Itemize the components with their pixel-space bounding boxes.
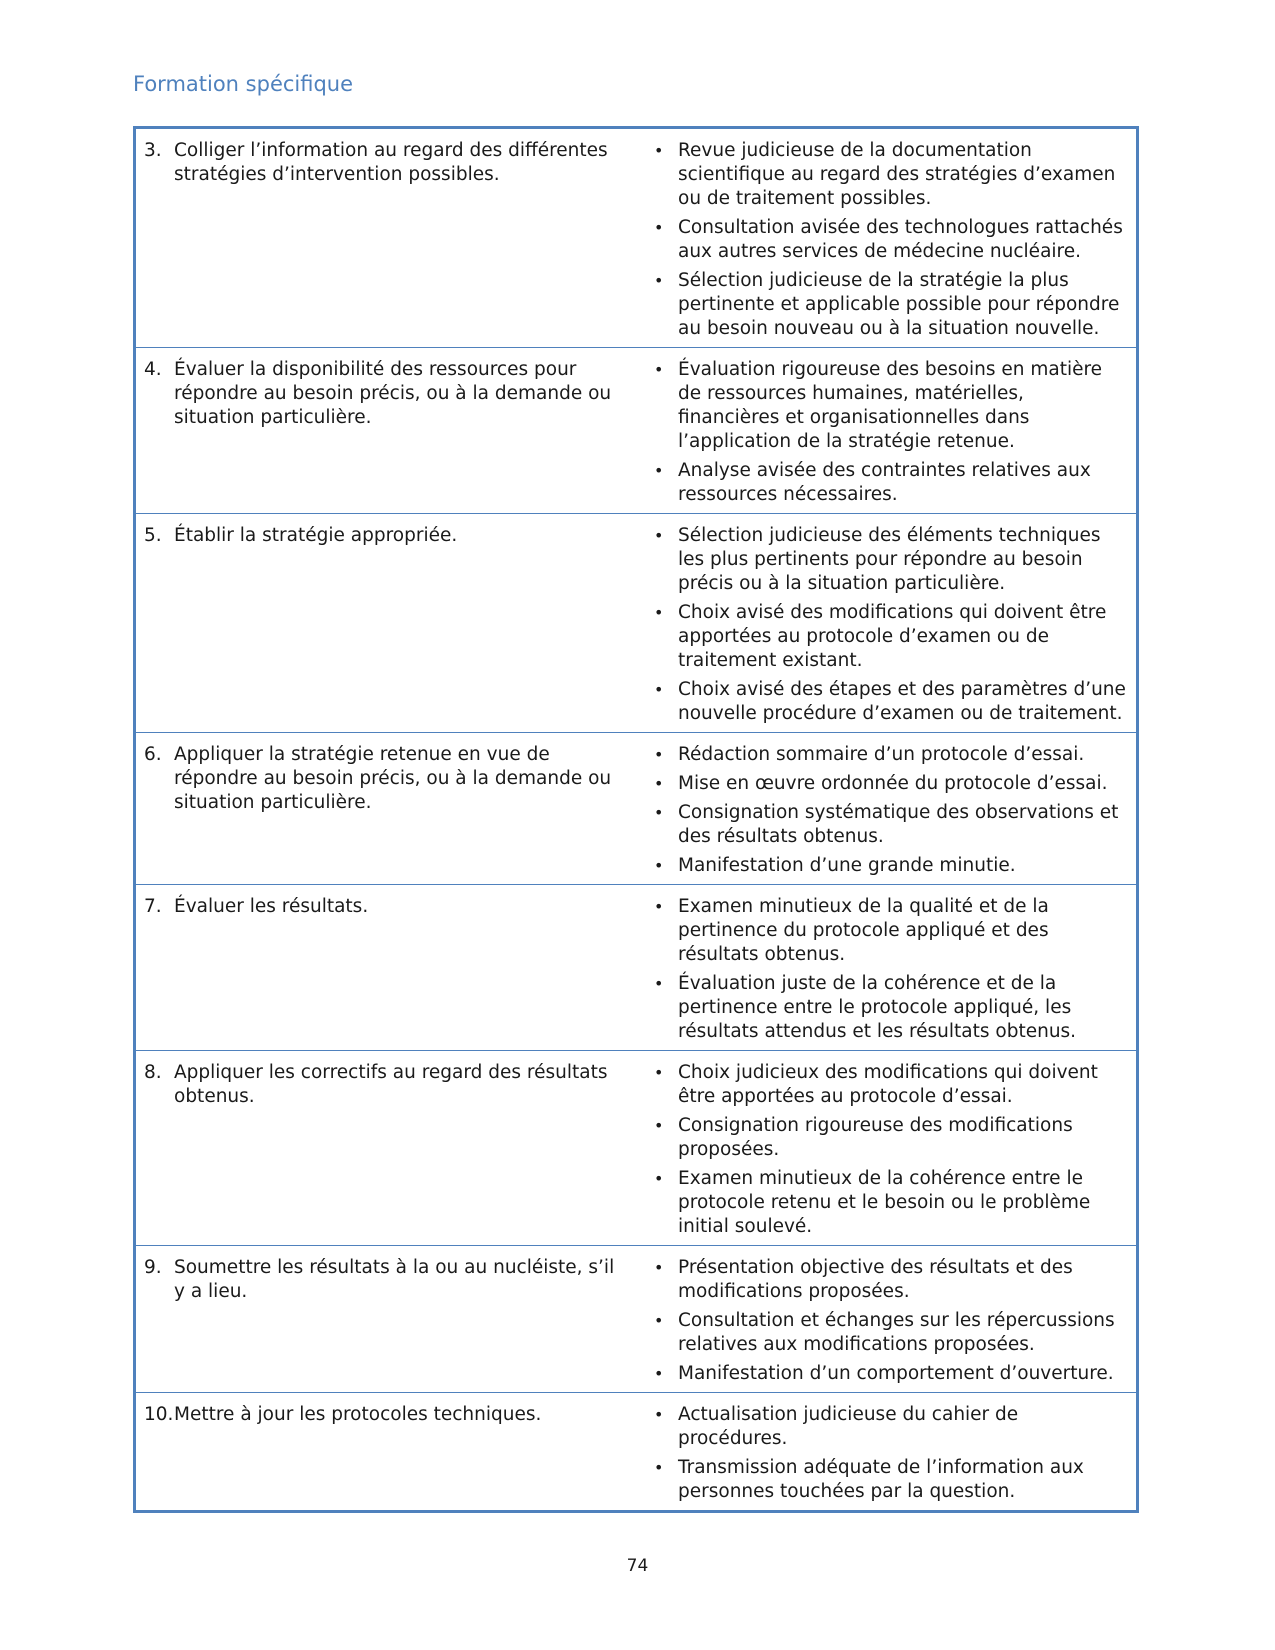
criteria-item	[646, 601, 1128, 673]
step-number: 4.	[144, 359, 162, 380]
criteria-item	[646, 1403, 1128, 1451]
criteria-list	[646, 1256, 1128, 1386]
criteria-cell	[638, 885, 1136, 1050]
criteria-list	[646, 358, 1128, 507]
bullet-icon: •	[654, 1116, 664, 1135]
step-cell	[136, 1246, 638, 1392]
step-text: Appliquer la stratégie retenue en vue de répondre au besoin précis, ou à la demande ou situation particulière.	[174, 744, 612, 813]
step-text: Mettre à jour les protocoles techniques.	[174, 1404, 542, 1425]
criteria-text: Consignation systématique des observations et des résultats obtenus.	[678, 802, 1119, 847]
step-number: 3.	[144, 140, 162, 161]
step-number: 7.	[144, 896, 162, 917]
bullet-icon: •	[654, 1364, 664, 1383]
page-number: 74	[626, 1556, 649, 1576]
criteria-item	[646, 972, 1128, 1044]
criteria-item	[646, 743, 1128, 767]
table-row	[136, 513, 1136, 732]
criteria-cell	[638, 129, 1136, 347]
criteria-list	[646, 895, 1128, 1044]
criteria-text: Actualisation judicieuse du cahier de procédures.	[678, 1404, 1019, 1449]
bullet-icon: •	[654, 271, 664, 290]
criteria-text: Analyse avisée des contraintes relatives aux ressources nécessaires.	[678, 460, 1091, 505]
criteria-list	[646, 1403, 1128, 1504]
table-row	[136, 1050, 1136, 1245]
criteria-text: Évaluation juste de la cohérence et de la pertinence entre le protocole appliqué, les résultats attendus et les résultats obtenus.	[678, 973, 1077, 1042]
bullet-icon: •	[654, 774, 664, 793]
bullet-icon: •	[654, 218, 664, 237]
criteria-text: Choix avisé des étapes et des paramètres d’une nouvelle procédure d’examen ou de traitement.	[678, 679, 1126, 724]
criteria-table	[133, 126, 1139, 1513]
criteria-item	[646, 216, 1128, 264]
step-cell	[136, 1051, 638, 1245]
criteria-text: Revue judicieuse de la documentation scientifique au regard des stratégies d’examen ou de traitement possibles.	[678, 140, 1116, 209]
bullet-icon: •	[654, 526, 664, 545]
bullet-icon: •	[654, 1405, 664, 1424]
criteria-item	[646, 1362, 1128, 1386]
criteria-text: Mise en œuvre ordonnée du protocole d’essai.	[678, 773, 1108, 794]
criteria-item	[646, 1256, 1128, 1304]
criteria-list	[646, 524, 1128, 726]
bullet-icon: •	[654, 1063, 664, 1082]
criteria-text: Consultation et échanges sur les répercussions relatives aux modifications proposées.	[678, 1310, 1115, 1355]
criteria-item	[646, 1167, 1128, 1239]
step-text: Soumettre les résultats à la ou au nucléiste, s’il y a lieu.	[174, 1257, 615, 1302]
bullet-icon: •	[654, 974, 664, 993]
bullet-icon: •	[654, 1258, 664, 1277]
step-cell	[136, 348, 638, 513]
step-number: 10.	[144, 1404, 174, 1425]
bullet-icon: •	[654, 141, 664, 160]
criteria-item	[646, 269, 1128, 341]
bullet-icon: •	[654, 360, 664, 379]
criteria-text: Manifestation d’une grande minutie.	[678, 855, 1016, 876]
step-number: 8.	[144, 1062, 162, 1083]
bullet-icon: •	[654, 461, 664, 480]
table-row	[136, 347, 1136, 513]
bullet-icon: •	[654, 1458, 664, 1477]
criteria-text: Transmission adéquate de l’information aux personnes touchées par la question.	[678, 1457, 1084, 1502]
step-cell	[136, 1393, 638, 1510]
criteria-item	[646, 854, 1128, 878]
criteria-text: Manifestation d’un comportement d’ouverture.	[678, 1363, 1114, 1384]
step-text: Évaluer les résultats.	[174, 896, 369, 917]
step-text: Évaluer la disponibilité des ressources pour répondre au besoin précis, ou à la demande ou situation particulière.	[174, 359, 612, 428]
criteria-text: Présentation objective des résultats et des modifications proposées.	[678, 1257, 1073, 1302]
criteria-item	[646, 139, 1128, 211]
bullet-icon: •	[654, 1311, 664, 1330]
criteria-list	[646, 743, 1128, 878]
criteria-item	[646, 895, 1128, 967]
criteria-cell	[638, 733, 1136, 884]
criteria-text: Examen minutieux de la qualité et de la pertinence du protocole appliqué et des résultats obtenus.	[678, 896, 1049, 965]
bullet-icon: •	[654, 745, 664, 764]
criteria-cell	[638, 1393, 1136, 1510]
step-text: Colliger l’information au regard des différentes stratégies d’intervention possibles.	[174, 140, 608, 185]
table-row	[136, 732, 1136, 884]
criteria-item	[646, 772, 1128, 796]
step-cell	[136, 129, 638, 347]
page-title: Formation spécifique	[133, 72, 354, 96]
criteria-item	[646, 1061, 1128, 1109]
table-row	[136, 1392, 1136, 1510]
step-number: 9.	[144, 1257, 162, 1278]
criteria-list	[646, 139, 1128, 341]
criteria-cell	[638, 514, 1136, 732]
criteria-item	[646, 459, 1128, 507]
step-number: 5.	[144, 525, 162, 546]
criteria-text: Choix avisé des modifications qui doivent être apportées au protocole d’examen ou de traitement existant.	[678, 602, 1107, 671]
criteria-text: Consignation rigoureuse des modifications proposées.	[678, 1115, 1073, 1160]
step-text: Établir la stratégie appropriée.	[174, 525, 458, 546]
criteria-item	[646, 1456, 1128, 1504]
step-cell	[136, 733, 638, 884]
bullet-icon: •	[654, 897, 664, 916]
criteria-cell	[638, 1051, 1136, 1245]
criteria-text: Examen minutieux de la cohérence entre le protocole retenu et le besoin ou le problème initial soulevé.	[678, 1168, 1091, 1237]
criteria-item	[646, 801, 1128, 849]
criteria-text: Évaluation rigoureuse des besoins en matière de ressources humaines, matérielles, financières et organisationnelles dans l’application de la stratégie retenue.	[678, 359, 1103, 452]
criteria-item	[646, 524, 1128, 596]
criteria-text: Sélection judicieuse de la stratégie la plus pertinente et applicable possible pour répondre au besoin nouveau ou à la situation nouvelle.	[678, 270, 1120, 339]
step-text: Appliquer les correctifs au regard des résultats obtenus.	[174, 1062, 608, 1107]
criteria-list	[646, 1061, 1128, 1239]
criteria-item	[646, 1114, 1128, 1162]
table-row	[136, 129, 1136, 347]
bullet-icon: •	[654, 803, 664, 822]
criteria-text: Sélection judicieuse des éléments techniques les plus pertinents pour répondre au besoin précis ou à la situation particulière.	[678, 525, 1101, 594]
criteria-item	[646, 678, 1128, 726]
criteria-item	[646, 358, 1128, 454]
bullet-icon: •	[654, 680, 664, 699]
table-row	[136, 1245, 1136, 1392]
bullet-icon: •	[654, 603, 664, 622]
bullet-icon: •	[654, 1169, 664, 1188]
step-cell	[136, 885, 638, 1050]
table-row	[136, 884, 1136, 1050]
criteria-text: Consultation avisée des technologues rattachés aux autres services de médecine nucléaire.	[678, 217, 1123, 262]
step-cell	[136, 514, 638, 732]
criteria-text: Rédaction sommaire d’un protocole d’essai.	[678, 744, 1085, 765]
criteria-cell	[638, 348, 1136, 513]
step-number: 6.	[144, 744, 162, 765]
criteria-text: Choix judicieux des modifications qui doivent être apportées au protocole d’essai.	[678, 1062, 1098, 1107]
criteria-cell	[638, 1246, 1136, 1392]
bullet-icon: •	[654, 856, 664, 875]
criteria-item	[646, 1309, 1128, 1357]
